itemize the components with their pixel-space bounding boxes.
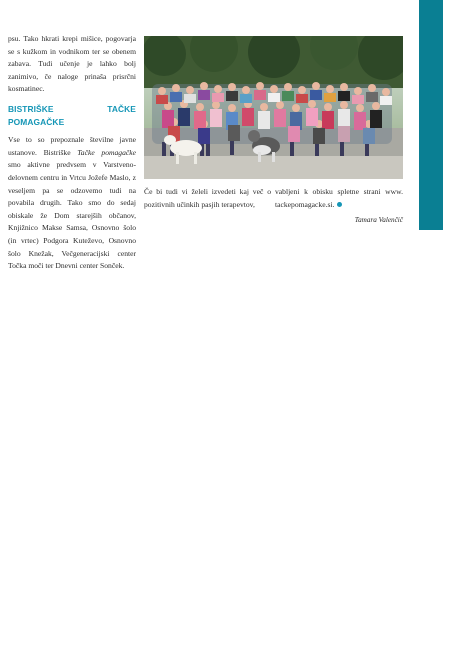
end-of-article-dot-icon	[337, 202, 342, 207]
right-text-column	[275, 186, 403, 227]
author-signature: Tamara Valenčič	[354, 216, 403, 225]
group-photo	[144, 36, 403, 179]
website-text: vabljeni k obisku spletne strani www. tackepomagacke.si.	[275, 187, 403, 209]
organization-name-italic: Tačke pomagačke	[77, 147, 136, 157]
intro-paragraph: psu. Tako hkrati krepi mišice, pogovarja se s kužkom in vodnikom ter se obenem zabava. Tudi učenje je lahko bolj zanimivo, če naloge prinaša prisrčni kosmatinec.	[8, 34, 136, 94]
group-photo-illustration	[144, 36, 403, 179]
main-paragraph	[8, 134, 136, 273]
section-heading: BISTRIŠKE TAČKE POMAGAČKE	[8, 103, 136, 127]
main-paragraph-part2: smo aktivne predvsem v Varstveno-delovnem centru in Vrtcu Jožefe Maslo, z veseljem pa se odzovemo tudi na povabila drugih. Tako smo do sedaj obiskale že Dom starejših občanov, Knjižnico Makse Samsa, Osnovno šolo (in vrtec) Podgora Kuteževo, Osnovno šolo Knežak, Večgeneracijski center Točka moči ter Dnevni center Sonček.	[8, 160, 136, 271]
middle-text-column	[144, 186, 271, 211]
invitation-paragraph: Če bi tudi vi želeli izvedeti kaj več o pozitivnih učinkih pasjih terapevtov,	[144, 187, 271, 209]
main-paragraph-part1: Vse to so prepoznale številne javne ustanove. Bistriške	[8, 135, 136, 157]
left-text-column	[8, 33, 136, 273]
page-edge-color-bar	[419, 0, 443, 230]
website-paragraph	[275, 186, 403, 211]
